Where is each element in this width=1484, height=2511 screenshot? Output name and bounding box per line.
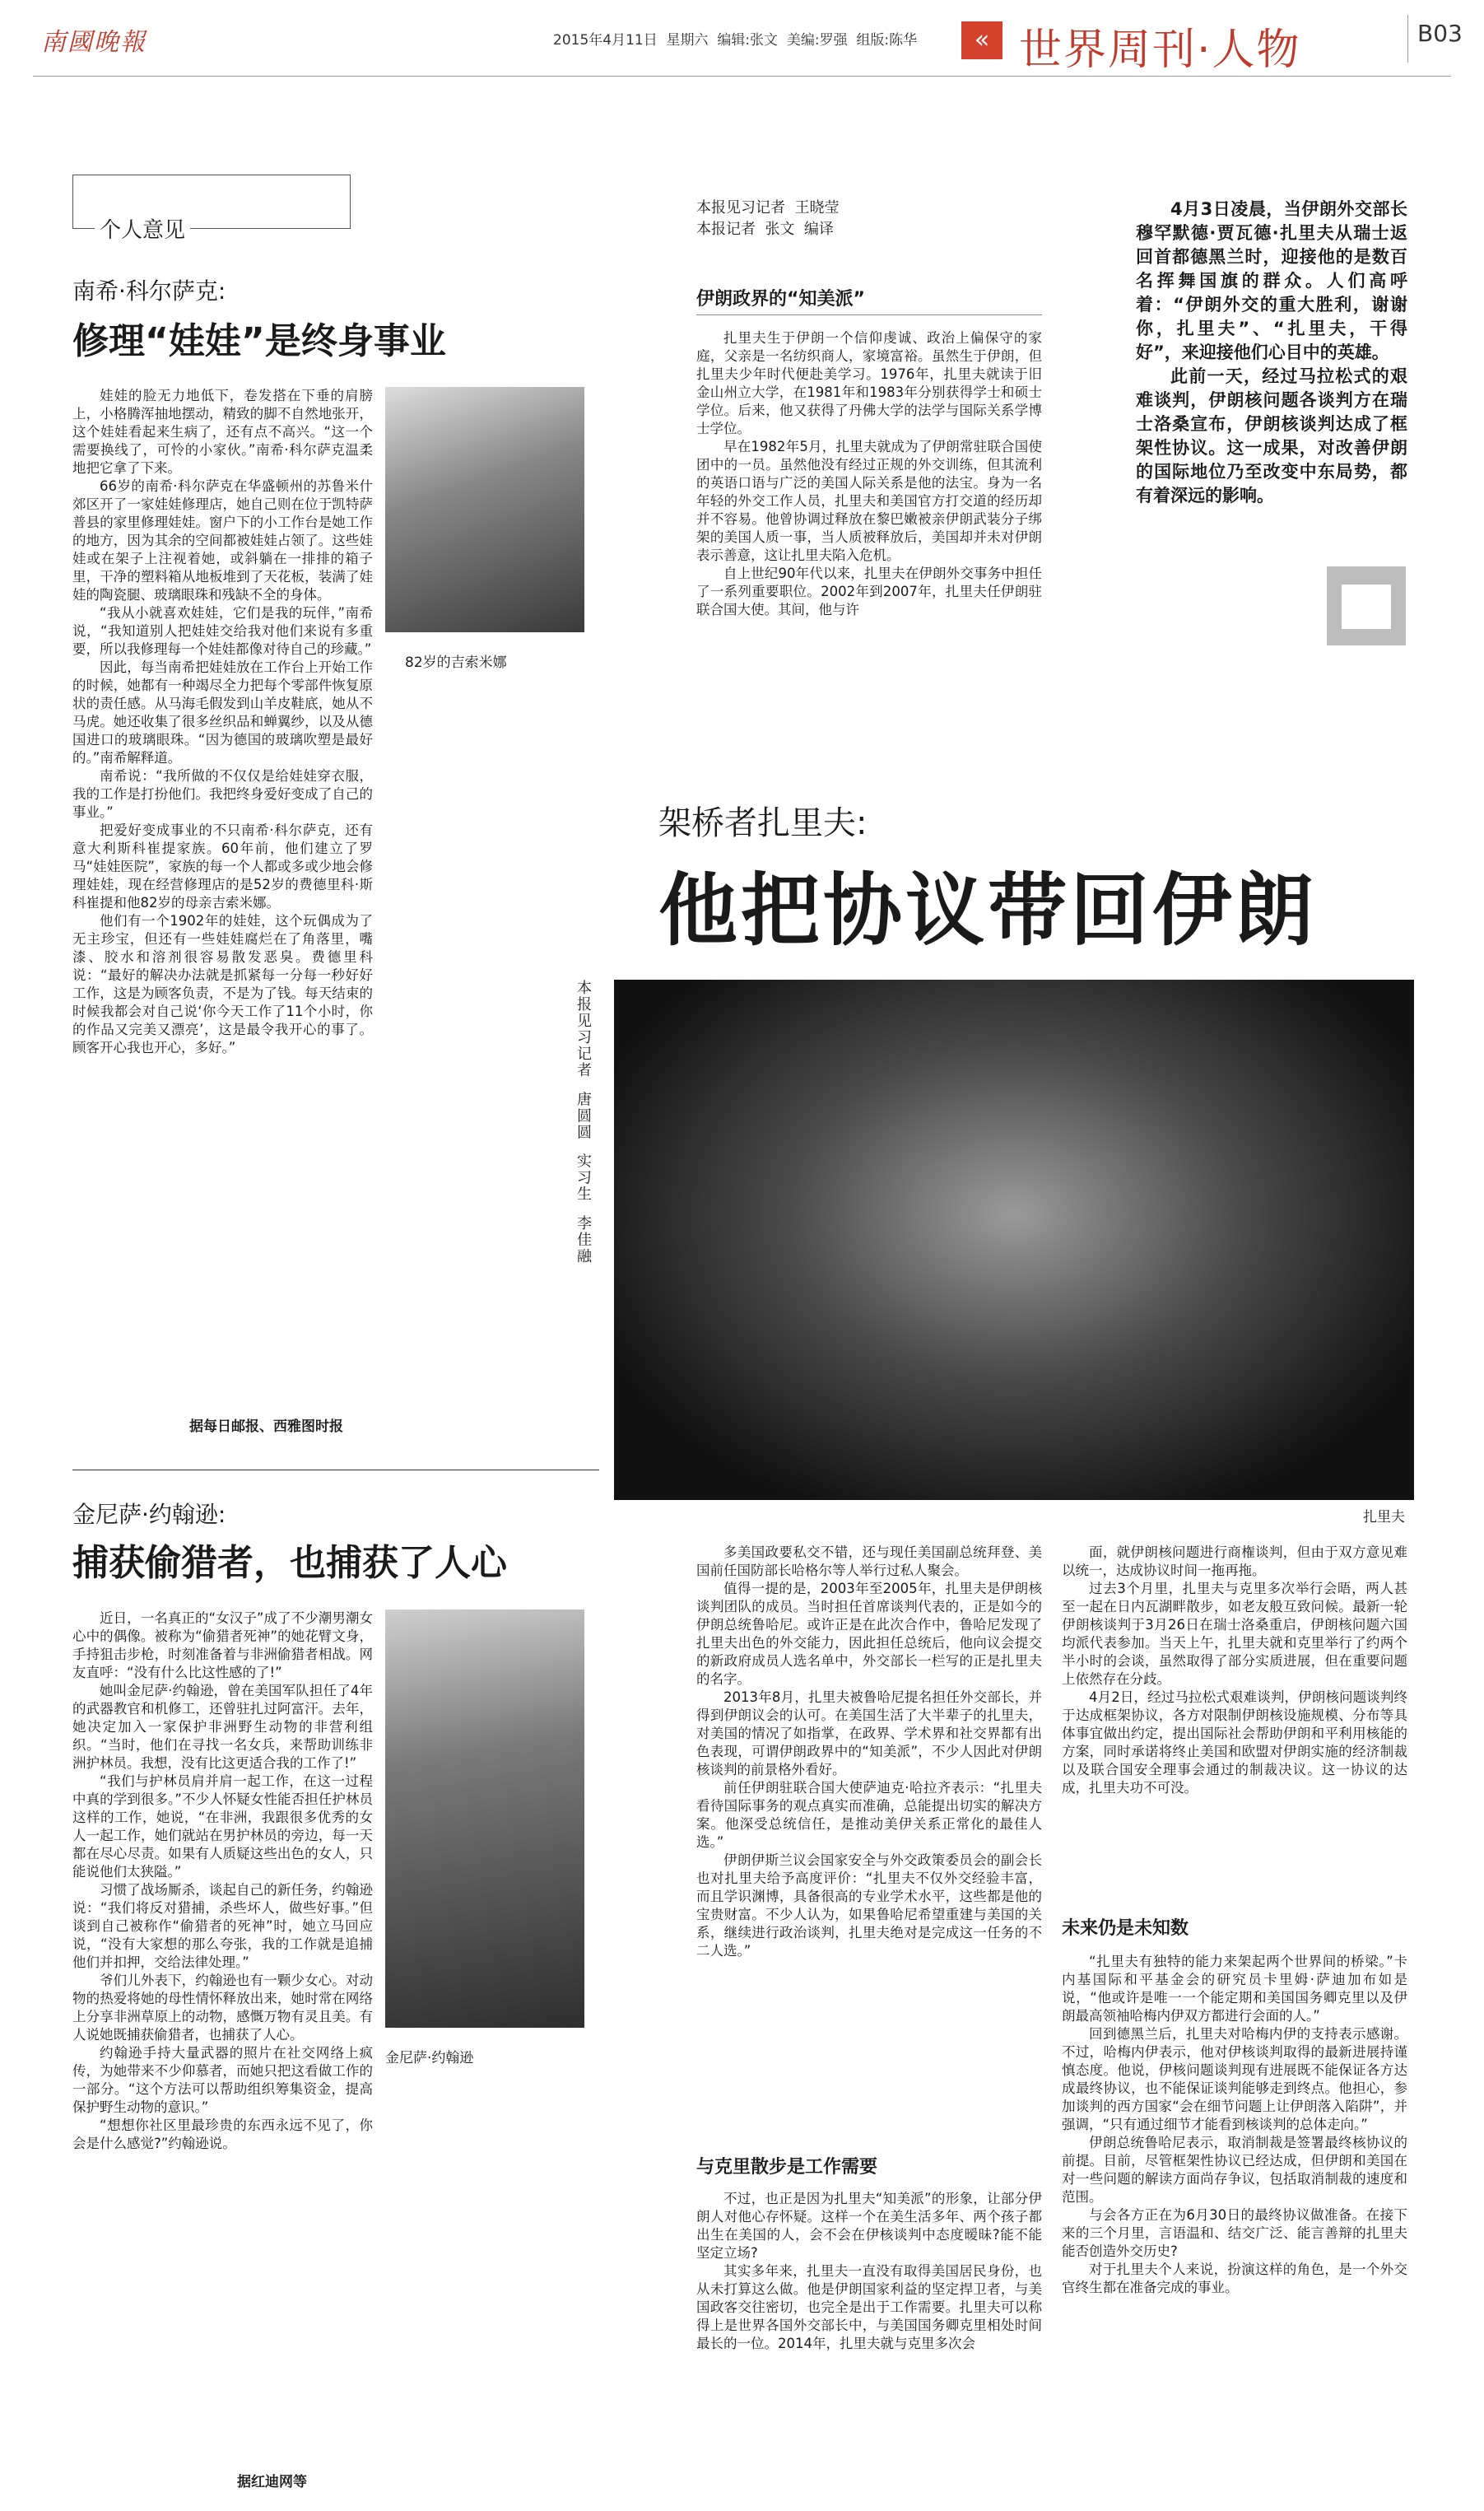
page-number: B03: [1417, 20, 1463, 47]
subhead-1: 伊朗政界的“知美派”: [696, 289, 865, 310]
main-headline: 他把协议带回伊朗: [658, 864, 1317, 957]
photo-doll-repairer: [385, 387, 584, 632]
byline-line-1: 本报见习记者 王晓莹: [696, 199, 840, 217]
photo-zarif: [614, 980, 1414, 1500]
story1-source: 据每日邮报、西雅图时报: [189, 1419, 343, 1435]
masthead-rule: [33, 76, 1451, 77]
column-box: [72, 175, 351, 243]
story1-photo-caption: 82岁的吉索米娜: [405, 655, 507, 671]
subhead-1-rule: [696, 314, 1042, 315]
main-kicker: 架桥者扎里夫:: [658, 804, 868, 842]
column-box-label: 个人意见: [95, 213, 190, 244]
main-col-a2: 不过，也正是因为扎里夫“知美派”的形象，让部分伊朗人对他心存怀疑。这样一个在美生活多年、两个孩子都出生在美国的人，会不会在伊核谈判中态度暧昧?能不能坚定立场? 其实多年来，扎里夫一直没有取得美国居民身份，也从未打算这么做。他是伊朗国家利益的坚定捍卫者，与美国政客交往密切，也完全是出于工作需要。扎里夫可以称得上是世界各国外交部长中，与美国国务卿克里相处时间最长的一位。2014年，扎里夫就与克里多次会: [696, 2191, 1042, 2351]
story2-photo-caption: 金尼萨·约翰逊: [385, 2050, 474, 2066]
story1-kicker: 南希·科尔萨克:: [72, 277, 226, 305]
byline-vertical: 本报见习记者 唐圆圆 实习生 李佳融: [575, 980, 592, 1265]
quote-mark-icon: [1327, 566, 1406, 645]
main-photo-caption: 扎里夫: [1363, 1509, 1405, 1526]
photo-kinessa-johnson: [385, 1610, 584, 2028]
main-col-b2: “扎里夫有独特的能力来架起两个世界间的桥梁。”卡内基国际和平基金会的研究员卡里姆·萨迪加布如是说，“他或许是唯一一个能定期和美国国务卿克里以及伊朗最高领袖哈梅内伊双方都进行会面的人。” 回到德黑兰后，扎里夫对哈梅内伊的支持表示感谢。不过，哈梅内伊表示，他对伊核谈判取得的最新进展持谨慎态度。他说，伊核问题谈判现有进展既不能保证各方达成最终协议，也不能保证谈判能够走到终点。他担心，参加谈判的西方国家“会在细节问题上让伊朗落入陷阱”，并强调，“只有通过细节才能看到核谈判的总体走向。” 伊朗总统鲁哈尼表示，取消制裁是签署最终核协议的前提。目前，尽管框架性协议已经达成，但伊朗和美国在对一些问题的解读方面尚存争议，包括取消制裁的速度和范围。 与会各方正在为6月30日的最终协议做准备。在接下来的三个月里，言语温和、结交广泛、能言善辩的扎里夫能否创造外交历史? 对于扎里夫个人来说，扮演这样的角色，是一个外交官终生都在准备完成的事业。: [1062, 1954, 1407, 2295]
story2-headline: 捕获偷猎者，也捕获了人心: [72, 1542, 507, 1584]
main-byline: [696, 198, 839, 240]
story2-kicker: 金尼萨·约翰逊:: [72, 1501, 226, 1528]
intro-lead: 4月3日凌晨，当伊朗外交部长穆罕默德·贾瓦德·扎里夫从瑞士返回首都德黑兰时，迎接他的是数百名挥舞国旗的群众。人们高呼着：“伊朗外交的重大胜利，谢谢你，扎里夫”、“扎里夫，干得好”，来迎接他们心目中的英雄。 此前一天，经过马拉松式的艰难谈判，伊朗核问题各谈判方在瑞士洛桑宣布，伊朗核谈判达成了框架性协议。这一成果，对改善伊朗的国际地位乃至改变中东局势，都有着深远的影响。: [1136, 199, 1407, 505]
main-col-b: 面，就伊朗核问题进行商権谈判，但由于双方意见难以统一，达成协议时间一拖再拖。 过去3个月里，扎里夫与克里多次举行会晤，两人甚至一起在日内瓦湖畔散步，如老友般互致问候。最新一轮伊朗核谈判于3月26日在瑞士洛桑重启，伊朗核问题六国均派代表参加。当天上午，扎里夫就和克里举行了约两个半小时的会谈，虽然取得了部分实质进展，但在重要问题上依然存在分歧。 4月2日，经过马拉松式艰难谈判，伊朗核问题谈判终于达成框架协议，各方对限制伊朗核设施规模、分布等具体事宜做出约定，提出国际社会帮助伊朗和平利用核能的方案，同时承诺将终止美国和欧盟对伊朗实施的经济制裁以及联合国安全理事会通过的制裁决议。这一协议的达成，扎里夫功不可没。: [1062, 1544, 1407, 1796]
newspaper-logo: 南國晚報: [41, 28, 147, 57]
masthead: [0, 0, 1484, 82]
story2-source: 据红迪网等: [237, 2474, 307, 2490]
subhead-3: 未来仍是未知数: [1062, 1918, 1189, 1939]
subhead-2: 与克里散步是工作需要: [696, 2157, 878, 2178]
date-line: 2015年4月11日 星期六 编辑:张文 美编:罗强 组版:陈华: [553, 32, 918, 49]
section-title: 世界周刊·人物: [1019, 26, 1301, 75]
section-arrow-icon: «: [961, 21, 1003, 59]
story1-body-a: 娃娃的脸无力地低下，卷发搭在下垂的肩膀上，小格腾浑抽地摆动，精致的脚不自然地张开，这个娃娃看起来生病了，还有点不高兴。“这一个需要换线了，可怜的小家伙。”南希·科尔萨克温柔地把它拿了下来。 66岁的南希·科尔萨克在华盛顿州的苏鲁米什郊区开了一家娃娃修理店，她自己则在位于凯特萨普县的家里修理娃娃。窗户下的小工作台是她工作的地方，因为其余的空间都被娃娃占领了。这些娃娃或在架子上注视着她，或斜躺在一排排的箱子里，干净的塑料箱从地板堆到了天花板，装满了娃娃的陶瓷腿、玻璃眼珠和残缺不全的身体。 “我从小就喜欢娃娃，它们是我的玩伴，”南希说，“我知道别人把娃娃交给我对他们来说有多重要，所以我修理每一个娃娃都像对待自己的珍藏。” 因此，每当南希把娃娃放在工作台上开始工作的时候，她都有一种竭尽全力把每个零部件恢复原状的责任感。从马海毛假发到山羊皮鞋底，她从不马虎。她还收集了很多丝织品和蝉翼纱，以及从德国进口的玻璃眼珠。“因为德国的玻璃吹塑是最好的。”南希解释道。 南希说：“我所做的不仅仅是给娃娃穿衣服，我的工作是打扮他们。我把终身爱好变成了自己的事业。” 把爱好变成事业的不只南希·科尔萨克，还有意大利斯科崔提家族。60年前，他们建立了罗马“娃娃医院”，家族的每一个人都或多或少地会修理娃娃，现在经营修理店的是52岁的费德里科·斯科崔提和他82岁的母亲吉索米娜。 他们有一个1902年的娃娃，这个玩偶成为了无主珍宝，但还有一些娃娃腐烂在了角落里，嘴漆、胶水和溶剂很容易散发恶臭。费德里科说：“最好的解决办法就是抓紧每一分每一秒好好工作，这是为顾客负责，不是为了钱。每天结束的时候我都会对自己说‘你今天工作了11个小时，你的作品又完美又漂亮’，这是最令我开心的事了。顾客开心我也开心，多好。”: [72, 388, 373, 1055]
main-col1-body: 扎里夫生于伊朗一个信仰虔诚、政治上偏保守的家庭，父亲是一名纺织商人，家境富裕。虽然生于伊朗，但扎里夫少年时代便赴美学习。1976年，扎里夫就读于旧金山州立大学，在1981年和1983年分别获得学士和硕士学位。后来，他又获得了丹佛大学的法学与国际关系学博士学位。 早在1982年5月，扎里夫就成为了伊朗常驻联合国使团中的一员。虽然他没有经过正规的外交训练，但其流利的英语口语与广泛的美国人际关系是他的法宝。身为一名年轻的外交工作人员，扎里夫和美国官方打交道的经历却并不容易。他曾协调过释放在黎巴嫩被亲伊朗武装分子绑架的美国人质一事，当人质被释放后，美国却并未对伊朗表示善意，这让扎里夫陷入危机。 自上世纪90年代以来，扎里夫在伊朗外交事务中担任了一系列重要职位。2002年到2007年，扎里夫任伊朗驻联合国大使。其间，他与许: [696, 330, 1042, 617]
main-col-a: 多美国政要私交不错，还与现任美国副总统拜登、美国前任国防部长哈格尔等人举行过私人聚会。 值得一提的是，2003年至2005年，扎里夫是伊朗核谈判团队的成员。当时担任首席谈判代表的，正是如今的伊朗总统鲁哈尼。或许正是在此次合作中，鲁哈尼发现了扎里夫出色的外交能力，因此担任总统后，他向议会提交的新政府成员人选名单中，外交部长一栏写的正是扎里夫的名字。 2013年8月，扎里夫被鲁哈尼提名担任外交部长，并得到伊朗议会的认可。在美国生活了大半辈子的扎里夫，对美国的情况了如指掌，在政界、学术界和社交界都有出色表现，可谓伊朗政界中的“知美派”，不少人因此对伊朗核谈判的前景格外看好。 前任伊朗驻联合国大使萨迪克·哈拉齐表示：“扎里夫看待国际事务的观点真实而准确，总能提出切实的解决方案。他深受总统信任，是推动美伊关系正常化的最佳人选。” 伊朗伊斯兰议会国家安全与外交政策委员会的副会长也对扎里夫给予高度评价：“扎里夫不仅外交经验丰富，而且学识渊博，具备很高的专业学术水平，这些都是他的宝贵财富。不少人认为，如果鲁哈尼希望重建与美国的关系，继续进行政治谈判，扎里夫绝对是完成这一任务的不二人选。”: [696, 1544, 1042, 1959]
story2-body: 近日，一名真正的“女汉子”成了不少潮男潮女心中的偶像。被称为“偷猎者死神”的她花臂文身，手持狙击步枪，时刻准备着与非洲偷猎者相战。网友直呼：“没有什么比这性感的了!” 她叫金尼萨·约翰逊，曾在美国军队担任了4年的武器教官和机修工，还曾驻扎过阿富汗。去年，她决定加入一家保护非洲野生动物的非营利组织。“当时，他们在寻找一名女兵，来帮助训练非洲护林员。我想，没有比这更适合我的工作了!” “我们与护林员肩并肩一起工作，在这一过程中真的学到很多。”不少人怀疑女性能否担任护林员这样的工作，她说，“在非洲，我跟很多优秀的女人一起工作，她们就站在男护林员的旁边，每一天都在尽心尽责。如果有人质疑这些出色的女人，只能说他们太狭隘。” 习惯了战场厮杀，谈起自己的新任务，约翰逊说：“我们将反对猎捕，杀些坏人，做些好事。”但谈到自己被称作“偷猎者的死神”时，她立马回应说，“没有大家想的那么夸张，我的工作就是追捕他们并扣押，交给法律处理。” 爷们儿外表下，约翰逊也有一颗少女心。对动物的热爱将她的母性情怀释放出来，她时常在网络上分享非洲草原上的动物，感慨万物有灵且美。有人说她既捕获偷猎者，也捕获了人心。 约翰逊手持大量武器的照片在社交网络上疯传，为她带来不少仰慕者，而她只把这看做工作的一部分。“这个方法可以帮助组织筹集资金，提高保护野生动物的意识。” “想想你社区里最珍贵的东西永远不见了，你会是什么感觉?”约翰逊说。: [72, 1610, 373, 2151]
masthead-divider: [1407, 15, 1408, 63]
byline-line-2: 本报记者 张文 编译: [696, 221, 834, 238]
story1-headline: 修理“娃娃”是终身事业: [72, 320, 446, 362]
